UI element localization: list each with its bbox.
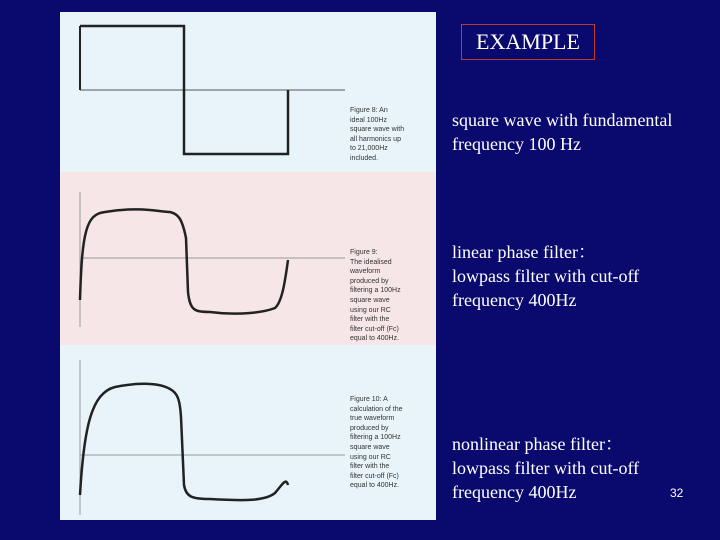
nonlinear-phase-plot xyxy=(60,345,350,520)
square-wave-description: square wave with fundamental frequency 100 Hz xyxy=(452,110,673,154)
figure-10-caption: Figure 10: A calculation of the true waveform produced by filtering a 100Hz square wave using our RC filter with the filter cut-off (Fc) equal to 400Hz. xyxy=(350,396,403,490)
linear-phase-trace xyxy=(80,209,288,313)
linear-phase-panel xyxy=(60,172,436,345)
linear-phase-plot xyxy=(60,172,350,345)
figure-9-caption: Figure 9: The idealised waveform produced by filtering a 100Hz square wave using our RC filter with the filter cut-off (Fc) equal to 400Hz. xyxy=(350,249,401,343)
ideal-square-wave-panel xyxy=(60,12,436,172)
nonlinear-phase-description: nonlinear phase filter： lowpass filter with cut-off frequency 400Hz xyxy=(452,434,640,502)
linear-phase-description: linear phase filter： lowpass filter with cut-off frequency 400Hz xyxy=(452,242,640,310)
page-number: 32 xyxy=(670,486,684,500)
slide-title: EXAMPLE xyxy=(461,24,595,60)
waveform-figure xyxy=(60,12,436,520)
nonlinear-phase-panel xyxy=(60,345,436,520)
ideal-square-wave-plot xyxy=(60,12,350,172)
figure-8-caption: Figure 8: An ideal 100Hz square wave with all harmonics up to 21,000Hz included. xyxy=(350,107,405,162)
nonlinear-phase-trace xyxy=(80,384,288,500)
